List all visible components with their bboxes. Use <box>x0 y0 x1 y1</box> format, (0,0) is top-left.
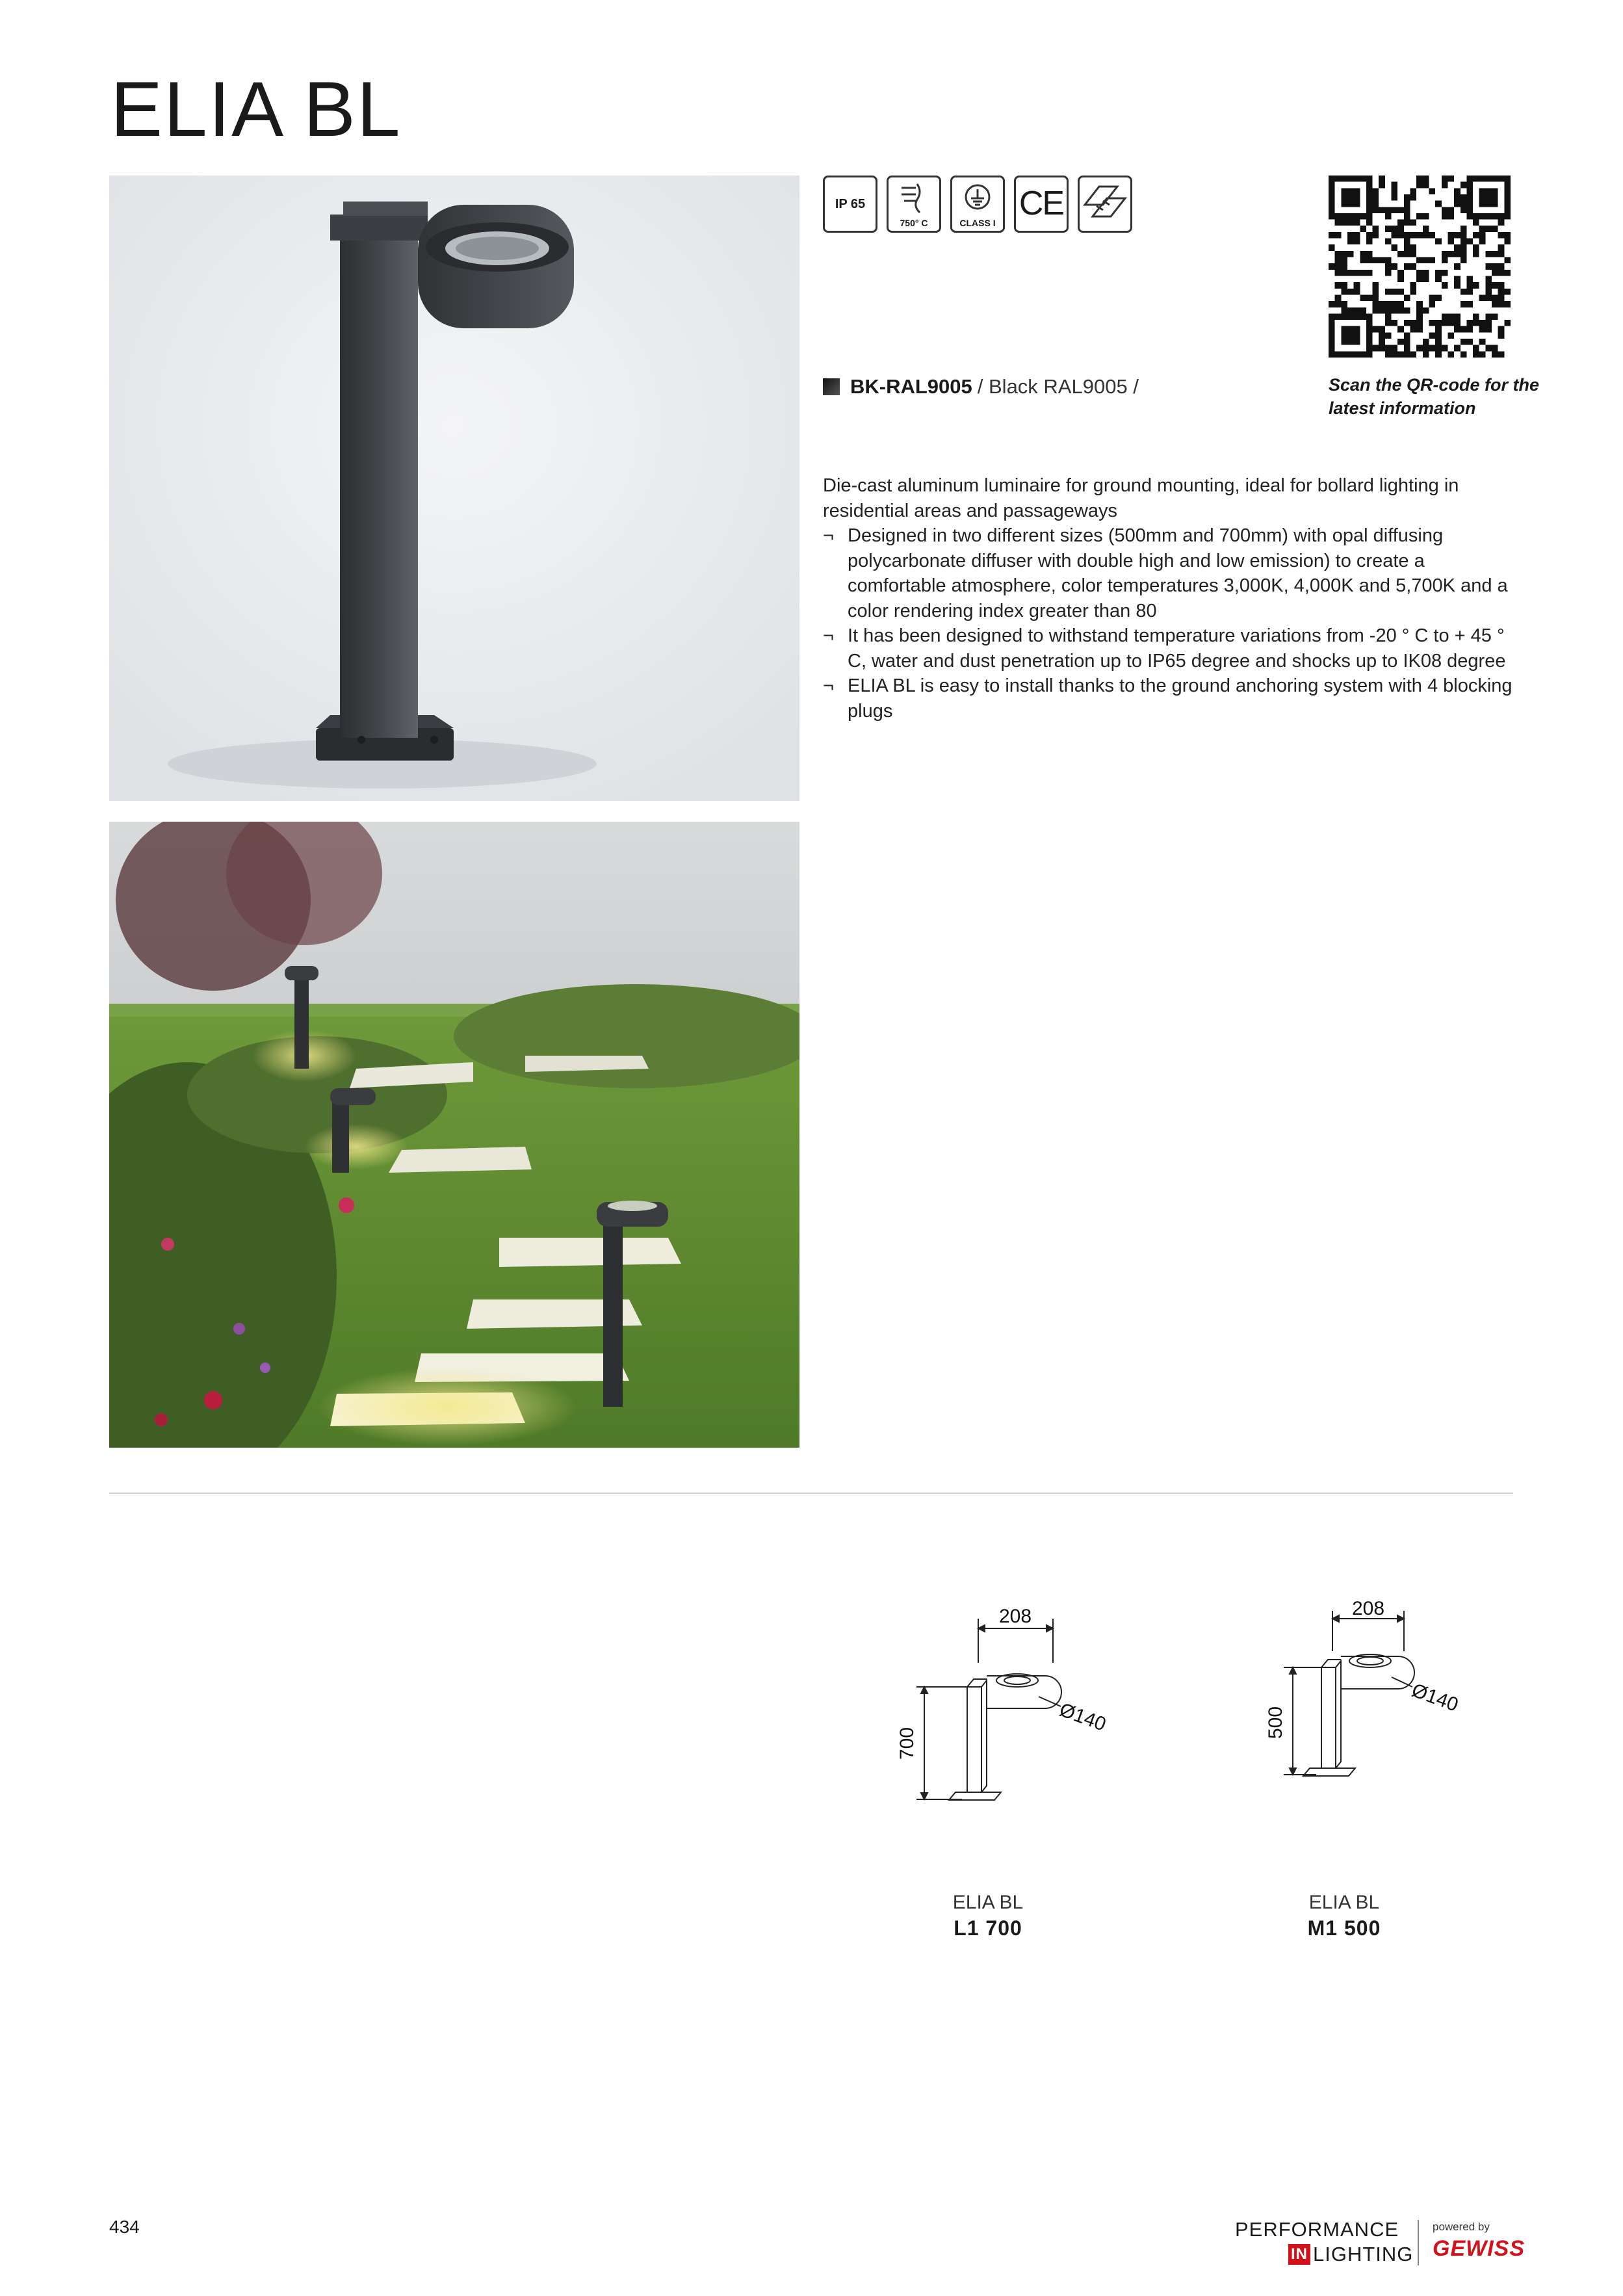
finish-code: BK-RAL9005 <box>850 375 972 398</box>
diameter-dimension-label: Ø140 <box>1409 1679 1461 1716</box>
bullet-icon: ¬ <box>823 675 834 696</box>
product-photo <box>109 176 799 801</box>
feature-text: ELIA BL is easy to install thanks to the ground anchoring system with 4 blocking plugs <box>848 675 1513 722</box>
garden-photo <box>109 822 799 1448</box>
brand-separator <box>1418 2220 1419 2265</box>
feature-item <box>823 623 1525 673</box>
variant-name: ELIA BL <box>1308 1892 1380 1913</box>
finish-description: / Black RAL9005 / <box>977 375 1139 398</box>
page-number: 434 <box>109 2217 140 2237</box>
qr-code[interactable] <box>1329 176 1511 358</box>
dimension-drawing-m1 <box>1245 1599 1479 1794</box>
brand-in-badge: IN <box>1288 2244 1310 2265</box>
qr-caption <box>1329 373 1589 420</box>
brand-performance: PERFORMANCE <box>1235 2218 1399 2241</box>
width-dimension-label: 208 <box>1351 1599 1385 1619</box>
width-dimension-label: 208 <box>998 1606 1032 1627</box>
impact-icon <box>1080 179 1130 231</box>
ip65-badge: IP 65 <box>823 176 877 233</box>
brand-lighting-text: LIGHTING <box>1313 2243 1414 2265</box>
feature-item <box>823 673 1525 724</box>
variant-name: ELIA BL <box>952 1892 1024 1913</box>
feature-item <box>823 523 1525 623</box>
section-divider <box>109 1493 1513 1494</box>
height-dimension-label: 500 <box>1265 1706 1286 1740</box>
height-dimension-label: 700 <box>896 1727 918 1760</box>
feature-text: Designed in two different sizes (500mm and 700mm) with opal diffusing polycarbonate diffuser with double high and low emission) to create a comfortable atmosphere, color temperatures 3,000K, 4,000K and 5,700K and a color rendering index greater than 80 <box>848 525 1508 621</box>
powered-by-label: powered by <box>1433 2221 1490 2233</box>
bullet-icon: ¬ <box>823 625 834 646</box>
glow-wire-icon <box>889 180 939 216</box>
bullet-icon: ¬ <box>823 525 834 546</box>
glow-wire-badge: 750° C <box>887 176 941 233</box>
dimension-drawing-l1 <box>890 1606 1124 1820</box>
brand-lighting <box>1288 2243 1413 2266</box>
description-intro: Die-cast aluminum luminaire for ground mounting, ideal for bollard lighting in residential areas and passageways <box>823 475 1459 521</box>
feature-text: It has been designed to withstand temperature variations from -20 ° C to + 45 ° C, water and dust penetration up to IP65 degree and shocks up to IK08 degree <box>848 625 1506 672</box>
finish-option[interactable] <box>823 375 1139 398</box>
variant-code[interactable]: M1 500 <box>1307 1916 1381 1940</box>
feature-list <box>823 523 1525 724</box>
page-title: ELIA BL <box>110 66 402 153</box>
ik-badge <box>1078 176 1132 233</box>
color-swatch <box>823 378 840 395</box>
variant-code[interactable]: L1 700 <box>954 1916 1022 1940</box>
gewiss-logo: GEWISS <box>1433 2236 1526 2261</box>
class-i-badge: CLASS I <box>950 176 1005 233</box>
ce-badge: CE <box>1014 176 1069 233</box>
qr-caption-line: Scan the QR-code for the <box>1329 375 1540 395</box>
product-description <box>823 473 1525 724</box>
earth-ground-icon <box>952 181 1003 218</box>
qr-caption-line: latest information <box>1329 398 1476 418</box>
diameter-dimension-label: Ø140 <box>1056 1699 1109 1736</box>
